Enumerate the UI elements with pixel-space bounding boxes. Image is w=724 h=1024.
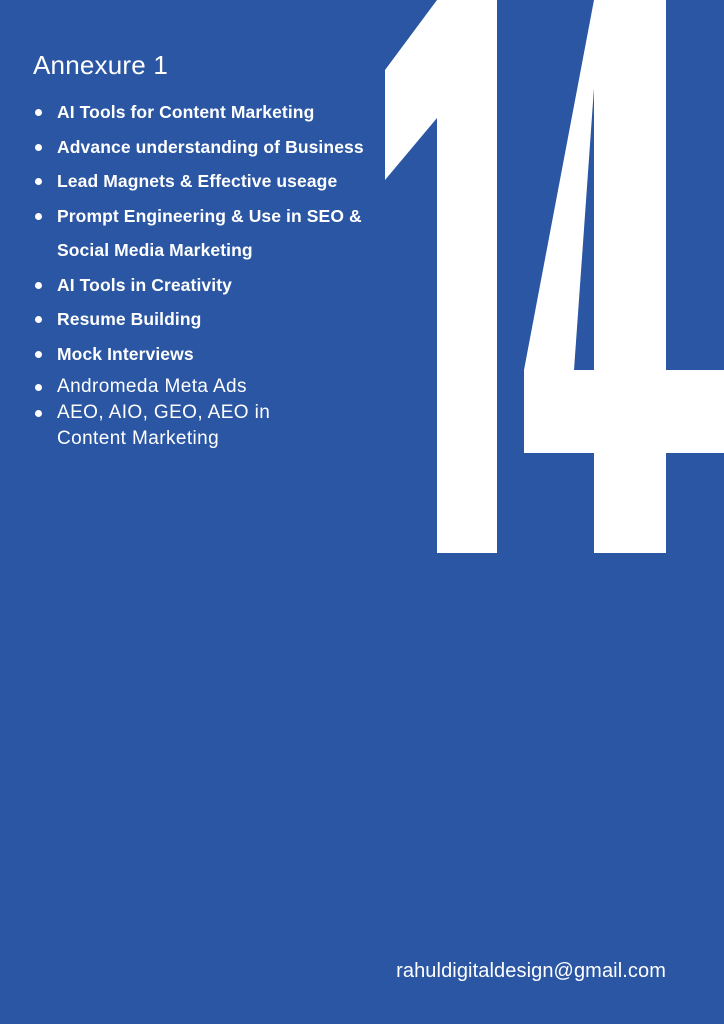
list-item	[33, 164, 393, 199]
list-item	[33, 95, 393, 130]
list-item	[33, 199, 393, 234]
list-item-continuation	[33, 426, 393, 452]
list-item	[33, 400, 393, 426]
bullet-icon	[35, 282, 42, 289]
list-item-label: Social Media Marketing	[57, 240, 253, 260]
digit-one-shape	[385, 0, 497, 553]
list-item-label: Content Marketing	[57, 428, 220, 449]
list-item	[33, 374, 393, 400]
bullet-icon	[35, 351, 42, 358]
list-item-continuation	[33, 233, 393, 268]
bullet-icon	[35, 213, 42, 220]
list-item-label: Prompt Engineering & Use in SEO &	[57, 205, 362, 226]
list-item	[33, 302, 393, 337]
list-item-label: AI Tools for Content Marketing	[57, 102, 315, 122]
list-item-label: Advance understanding of Business	[57, 136, 364, 157]
page-title: Annexure 1	[33, 50, 168, 80]
list-item-label: Lead Magnets & Effective useage	[57, 171, 338, 191]
list-item-label: Andromeda Meta Ads	[57, 376, 247, 397]
list-item	[33, 337, 393, 372]
contact-email: rahuldigitaldesign@gmail.com	[396, 960, 666, 982]
bullet-icon	[35, 144, 42, 151]
bullet-icon	[35, 109, 42, 116]
bullet-icon	[35, 178, 42, 185]
list-item	[33, 268, 393, 303]
bullet-icon	[35, 316, 42, 323]
list-item	[33, 130, 393, 165]
bullet-icon	[35, 384, 42, 391]
list-item-label: AEO, AIO, GEO, AEO in	[57, 402, 271, 423]
list-item-label: Mock Interviews	[57, 343, 194, 364]
topic-list	[33, 95, 393, 452]
bullet-icon	[35, 410, 42, 417]
list-item-label: AI Tools in Creativity	[57, 274, 232, 295]
list-item-label: Resume Building	[57, 309, 202, 329]
digit-four-shape	[524, 0, 724, 553]
digit-four-counter	[574, 88, 594, 370]
